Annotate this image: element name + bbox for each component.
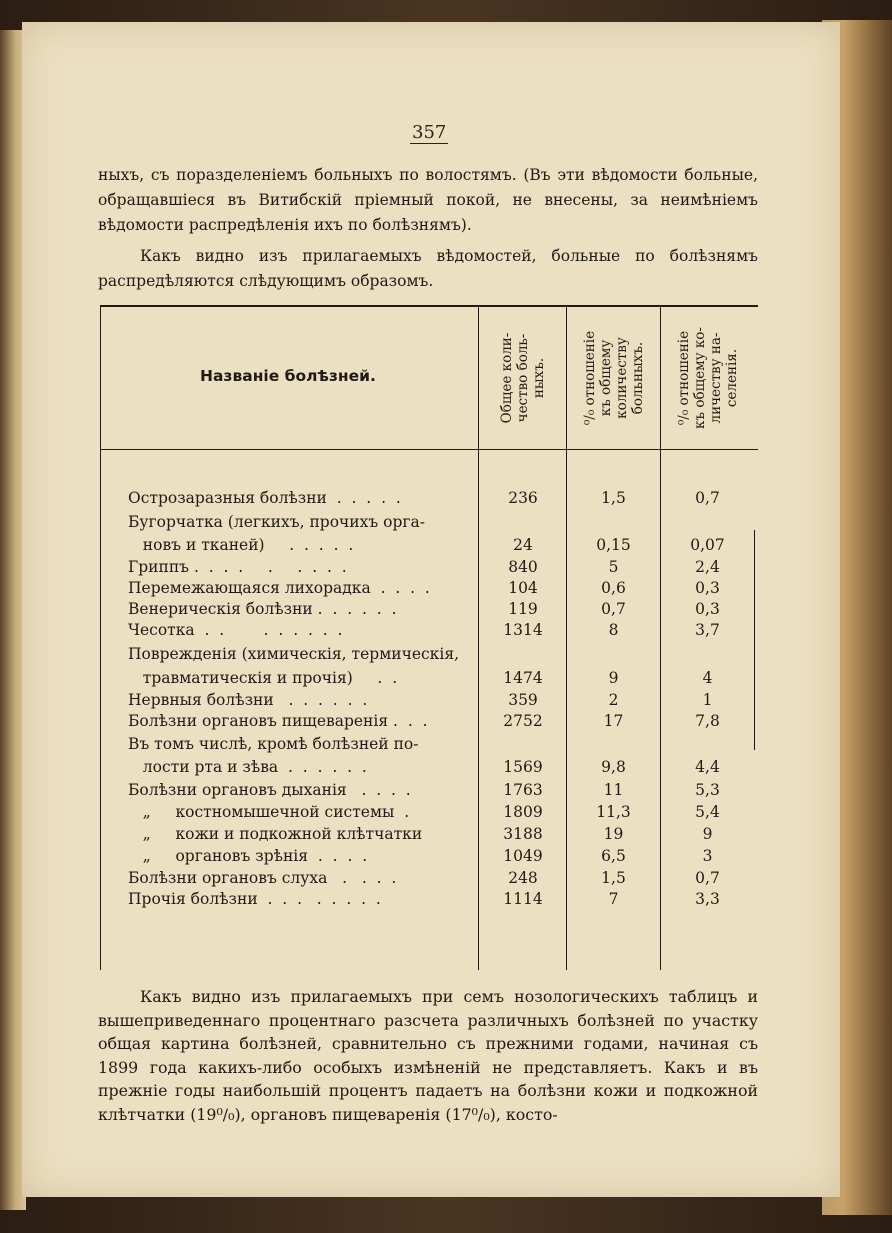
table-row: [100, 598, 758, 620]
table-row: [100, 534, 758, 556]
paragraph-conclusion: Какъ видно изъ прилагаемыхъ при семъ нозологическихъ таблицъ и вышеприведеннаго процентнаго разсчета различныхъ болѣзней по участку общая картина болѣзней, сравнительно съ прежними годами, начиная съ 1899 года какихъ-либо особыхъ измѣненій не представляетъ. Какъ и въ прежніе годы наибольшій процентъ падаетъ на болѣзни кожи и подкожной клѣтчатки (19⁰/₀), органовъ пищеваренія (17⁰/₀), косто-: [98, 987, 758, 1124]
disease-name-cell: „ кожи и подкожной клѣтчатки: [128, 825, 423, 843]
table-row: [100, 710, 758, 732]
total-count-cell: 1314: [503, 621, 543, 639]
table-row: [100, 888, 758, 910]
disease-name-cell: Чесотка . . . . . . . .: [128, 621, 343, 639]
pct-population-cell: 0,7: [695, 489, 720, 507]
disease-name-cell: Нервныя болѣзни . . . . . .: [128, 691, 368, 709]
table-row: [100, 511, 758, 533]
disease-name-cell: Поврежденія (химическія, термическія,: [128, 645, 460, 663]
pct-patients-cell: 11,3: [596, 803, 631, 821]
table-row: [100, 823, 758, 845]
disease-name-cell: новъ и тканей) . . . . .: [128, 536, 354, 554]
pct-patients-cell: 9,8: [601, 758, 626, 776]
pct-patients-cell: 0,7: [601, 600, 626, 618]
header-pct-patients: [567, 311, 660, 445]
pct-patients-cell: 0,6: [601, 579, 626, 597]
table-row: [100, 619, 758, 641]
pct-population-cell: 5,3: [695, 781, 720, 799]
header-total-count-text: Общее коли- чество боль- ныхъ.: [499, 332, 547, 424]
disease-name-cell: Болѣзни органовъ пищеваренія . . .: [128, 712, 428, 730]
table-row: [100, 556, 758, 578]
total-count-cell: 1474: [503, 669, 543, 687]
total-count-cell: 24: [513, 536, 533, 554]
disease-name-cell: Въ томъ числѣ, кромѣ болѣзней по-: [128, 735, 419, 753]
disease-name-cell: Болѣзни органовъ дыханія . . . .: [128, 781, 411, 799]
total-count-cell: 236: [508, 489, 538, 507]
disease-name-cell: Острозаразныя болѣзни . . . . .: [128, 489, 401, 507]
total-count-cell: 359: [508, 691, 538, 709]
disease-name-cell: Перемежающаяся лихорадка . . . .: [128, 579, 430, 597]
table-row: [100, 756, 758, 778]
pct-population-cell: 3,3: [695, 890, 720, 908]
pct-population-cell: 5,4: [695, 803, 720, 821]
pct-patients-cell: 1,5: [601, 489, 626, 507]
disease-name-cell: „ органовъ зрѣнія . . . .: [128, 847, 368, 865]
pct-population-cell: 3: [702, 847, 713, 865]
disease-name-cell: Гриппъ . . . . . . . . .: [128, 558, 347, 576]
pct-population-cell: 0,3: [695, 600, 720, 618]
paragraph-intro: ныхъ, съ поразделеніемъ больныхъ по волостямъ. (Въ эти вѣдомости больные, обращавшіеся въ Витибскій пріемный покой, не внесены, за неимѣніемъ вѣдомости распредѣленія ихъ по болѣзнямъ).: [98, 166, 758, 234]
pct-patients-cell: 17: [603, 712, 624, 730]
header-pct-patients-text: ⁰/₀ отношеніе къ общему количеству больныхъ.: [581, 330, 646, 426]
pct-population-cell: 7,8: [695, 712, 720, 730]
disease-name-cell: травматическія и прочія) . .: [128, 669, 398, 687]
pct-patients-cell: 11: [603, 781, 624, 799]
total-count-cell: 840: [508, 558, 538, 576]
disease-name-cell: лости рта и зѣва . . . . . .: [128, 758, 367, 776]
total-count-cell: 2752: [503, 712, 543, 730]
pct-population-cell: 4,4: [695, 758, 720, 776]
pct-patients-cell: 1,5: [601, 869, 626, 887]
table-row: [100, 667, 758, 689]
total-count-cell: 1809: [503, 803, 543, 821]
pct-patients-cell: 5: [608, 558, 619, 576]
header-total-count: [479, 311, 567, 445]
table-row: [100, 689, 758, 711]
pct-patients-cell: 6,5: [601, 847, 626, 865]
total-count-cell: 104: [508, 579, 538, 597]
total-count-cell: 1049: [503, 847, 543, 865]
header-disease-name: Названіе болѣзней.: [200, 367, 376, 385]
table-row: [100, 733, 758, 755]
pct-population-cell: 0,07: [690, 536, 725, 554]
pct-patients-cell: 0,15: [596, 536, 631, 554]
header-pct-population-text: ⁰/₀ отношеніе къ общему ко- личеству на- селенія.: [675, 327, 740, 429]
total-count-cell: 1114: [503, 890, 543, 908]
table-row: [100, 867, 758, 889]
pct-population-cell: 4: [702, 669, 713, 687]
pct-patients-cell: 19: [603, 825, 624, 843]
pct-population-cell: 1: [702, 691, 713, 709]
total-count-cell: 1569: [503, 758, 543, 776]
disease-name-cell: „ костномышечной системы .: [128, 803, 410, 821]
pct-population-cell: 9: [702, 825, 713, 843]
pct-patients-cell: 2: [608, 691, 619, 709]
book-page: [22, 22, 840, 1197]
table-row: [100, 779, 758, 801]
disease-table: [100, 305, 758, 970]
pct-population-cell: 3,7: [695, 621, 720, 639]
total-count-cell: 1763: [503, 781, 543, 799]
disease-name-cell: Прочія болѣзни . . . . . . . .: [128, 890, 381, 908]
disease-name-cell: Бугорчатка (легкихъ, прочихъ орга-: [128, 513, 426, 531]
disease-name-cell: Болѣзни органовъ слуха . . . .: [128, 869, 397, 887]
total-count-cell: 119: [508, 600, 538, 618]
total-count-cell: 248: [508, 869, 538, 887]
page-number: 357: [412, 122, 447, 143]
paragraph-distribution: Какъ видно изъ прилагаемыхъ вѣдомостей, больные по болѣзнямъ распредѣляются слѣдующимъ образомъ.: [98, 247, 758, 290]
table-row: [100, 845, 758, 867]
pct-population-cell: 2,4: [695, 558, 720, 576]
table-row: [100, 801, 758, 823]
table-row: [100, 577, 758, 599]
pct-patients-cell: 7: [608, 890, 619, 908]
table-row: [100, 487, 758, 509]
disease-name-cell: Венерическія болѣзни . . . . . .: [128, 600, 397, 618]
header-pct-population: [661, 311, 754, 445]
pct-patients-cell: 8: [608, 621, 619, 639]
pct-population-cell: 0,3: [695, 579, 720, 597]
total-count-cell: 3188: [503, 825, 543, 843]
pct-population-cell: 0,7: [695, 869, 720, 887]
table-row: [100, 643, 758, 665]
pct-patients-cell: 9: [608, 669, 619, 687]
